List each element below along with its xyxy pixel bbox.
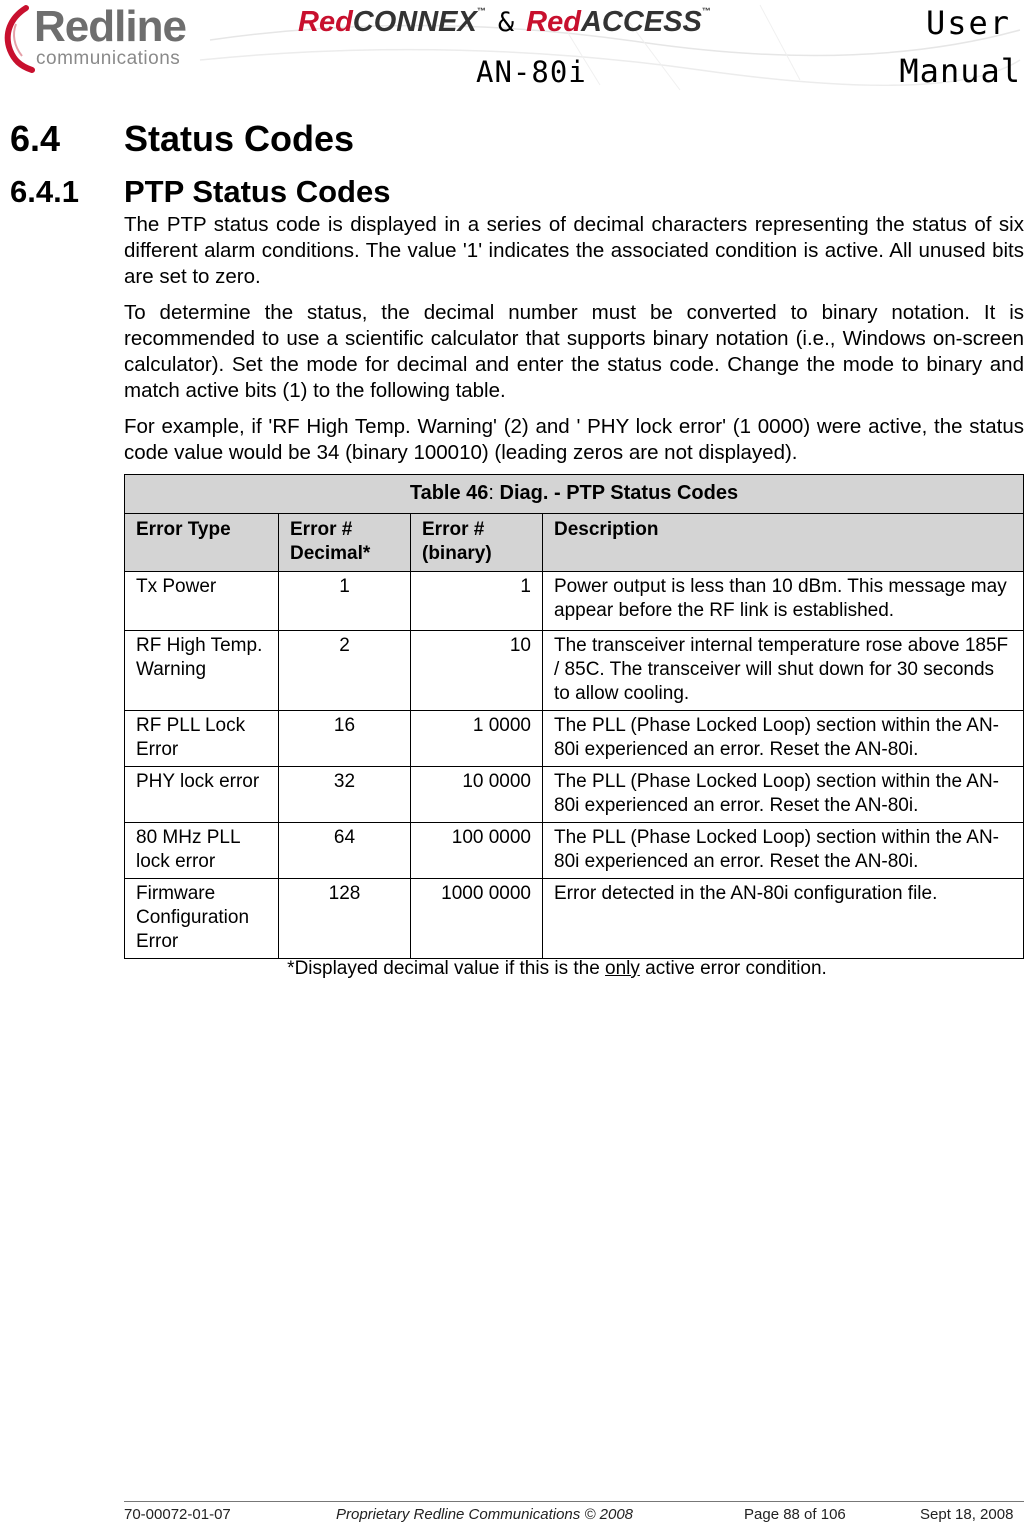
- brand2-suffix: ACCESS: [580, 6, 702, 38]
- table-row: [125, 823, 1024, 879]
- paragraph-1: The PTP status code is displayed in a series of decimal characters representing the status of six different alarm conditions. The value '1' indicates the associated condition is active. All unused bits are set to zero.: [124, 213, 1024, 288]
- cell-binary: 1 0000: [411, 711, 543, 767]
- cell-binary: 10: [411, 631, 543, 711]
- cell-decimal: 16: [279, 711, 411, 767]
- footer-doc-number: 70-00072-01-07: [124, 1506, 231, 1523]
- table-row: [125, 572, 1024, 631]
- footnote-emphasis: only: [605, 958, 640, 979]
- brand1-prefix: Red: [298, 6, 353, 38]
- caption-separator: :: [488, 482, 500, 504]
- cell-decimal: 128: [279, 879, 411, 959]
- table-row: [125, 711, 1024, 767]
- brand2-prefix: Red: [526, 6, 581, 38]
- paragraph-2: To determine the status, the decimal number must be converted to binary notation. It is recommended to use a scientific calculator that supports binary notation (i.e., Windows on-screen calculator). Set the mode for decimal and enter the status code. Change the mode to binary and match active bits (1) to the following table.: [124, 301, 1024, 402]
- cell-decimal: 1: [279, 572, 411, 631]
- table-row: [125, 879, 1024, 959]
- cell-binary: 10 0000: [411, 767, 543, 823]
- cell-description: The PLL (Phase Locked Loop) section within the AN-80i experienced an error. Reset the AN-80i.: [543, 711, 1024, 767]
- cell-error-type: 80 MHz PLL lock error: [125, 823, 279, 879]
- paragraph-3: For example, if 'RF High Temp. Warning' (2) and ' PHY lock error' (1 0000) were active, the status code value would be 34 (binary 100010) (leading zeros are not displayed).: [124, 415, 1024, 464]
- cell-decimal: 32: [279, 767, 411, 823]
- brand1-trademark: ™: [476, 6, 486, 16]
- product-brands: [298, 6, 711, 39]
- section-heading: [10, 118, 354, 160]
- footnote-after: active error condition.: [639, 958, 827, 979]
- header-description: Description: [543, 514, 1024, 572]
- footer-copyright: Proprietary Redline Communications © 2008: [336, 1506, 634, 1523]
- section-number: 6.4: [10, 118, 61, 159]
- brand1-suffix: CONNEX: [352, 6, 477, 38]
- page-header: [0, 0, 1025, 100]
- table-row: [125, 631, 1024, 711]
- header-error-binary: Error # (binary): [411, 514, 543, 572]
- header-error-type: Error Type: [125, 514, 279, 572]
- section-title: Status Codes: [124, 118, 355, 159]
- table-caption: [125, 475, 1024, 514]
- logo-subtitle: communications: [36, 48, 181, 69]
- cell-error-type: RF High Temp. Warning: [125, 631, 279, 711]
- cell-description: The PLL (Phase Locked Loop) section within the AN-80i experienced an error. Reset the AN-80i.: [543, 823, 1024, 879]
- caption-title: Diag. - PTP Status Codes: [499, 482, 739, 504]
- cell-binary: 1: [411, 572, 543, 631]
- cell-error-type: Tx Power: [125, 572, 279, 631]
- brand2-trademark: ™: [701, 6, 711, 16]
- table-footnote: [124, 958, 990, 980]
- cell-description: Power output is less than 10 dBm. This message may appear before the RF link is established.: [543, 572, 1024, 631]
- cell-decimal: 2: [279, 631, 411, 711]
- header-error-decimal: Error # Decimal*: [279, 514, 411, 572]
- cell-binary: 1000 0000: [411, 879, 543, 959]
- cell-description: The transceiver internal temperature rose above 185F / 85C. The transceiver will shut down for 30 seconds to allow cooling.: [543, 631, 1024, 711]
- cell-decimal: 64: [279, 823, 411, 879]
- doc-title-line2: Manual: [899, 52, 1021, 90]
- footer-page-number: Page 88 of 106: [744, 1506, 846, 1523]
- caption-label: Table 46: [409, 482, 489, 504]
- subsection-title: PTP Status Codes: [124, 174, 391, 209]
- cell-error-type: PHY lock error: [125, 767, 279, 823]
- cell-error-type: RF PLL Lock Error: [125, 711, 279, 767]
- cell-binary: 100 0000: [411, 823, 543, 879]
- subsection-number: 6.4.1: [10, 174, 79, 209]
- cell-description: The PLL (Phase Locked Loop) section within the AN-80i experienced an error. Reset the AN-80i.: [543, 767, 1024, 823]
- brand-ampersand: &: [497, 7, 515, 38]
- logo-name: Redline: [34, 2, 186, 51]
- product-name: AN-80i: [476, 55, 587, 89]
- subsection-heading: [10, 174, 390, 210]
- cell-description: Error detected in the AN-80i configuration file.: [543, 879, 1024, 959]
- doc-title-line1: User: [925, 4, 1011, 42]
- footnote-before: *Displayed decimal value if this is the: [287, 958, 606, 979]
- table-row: [125, 767, 1024, 823]
- redline-logo: [0, 2, 205, 74]
- status-codes-table: [124, 474, 1024, 959]
- cell-error-type: Firmware Configuration Error: [125, 879, 279, 959]
- footer-date: Sept 18, 2008: [920, 1506, 1014, 1523]
- footer-divider: [124, 1501, 1024, 1502]
